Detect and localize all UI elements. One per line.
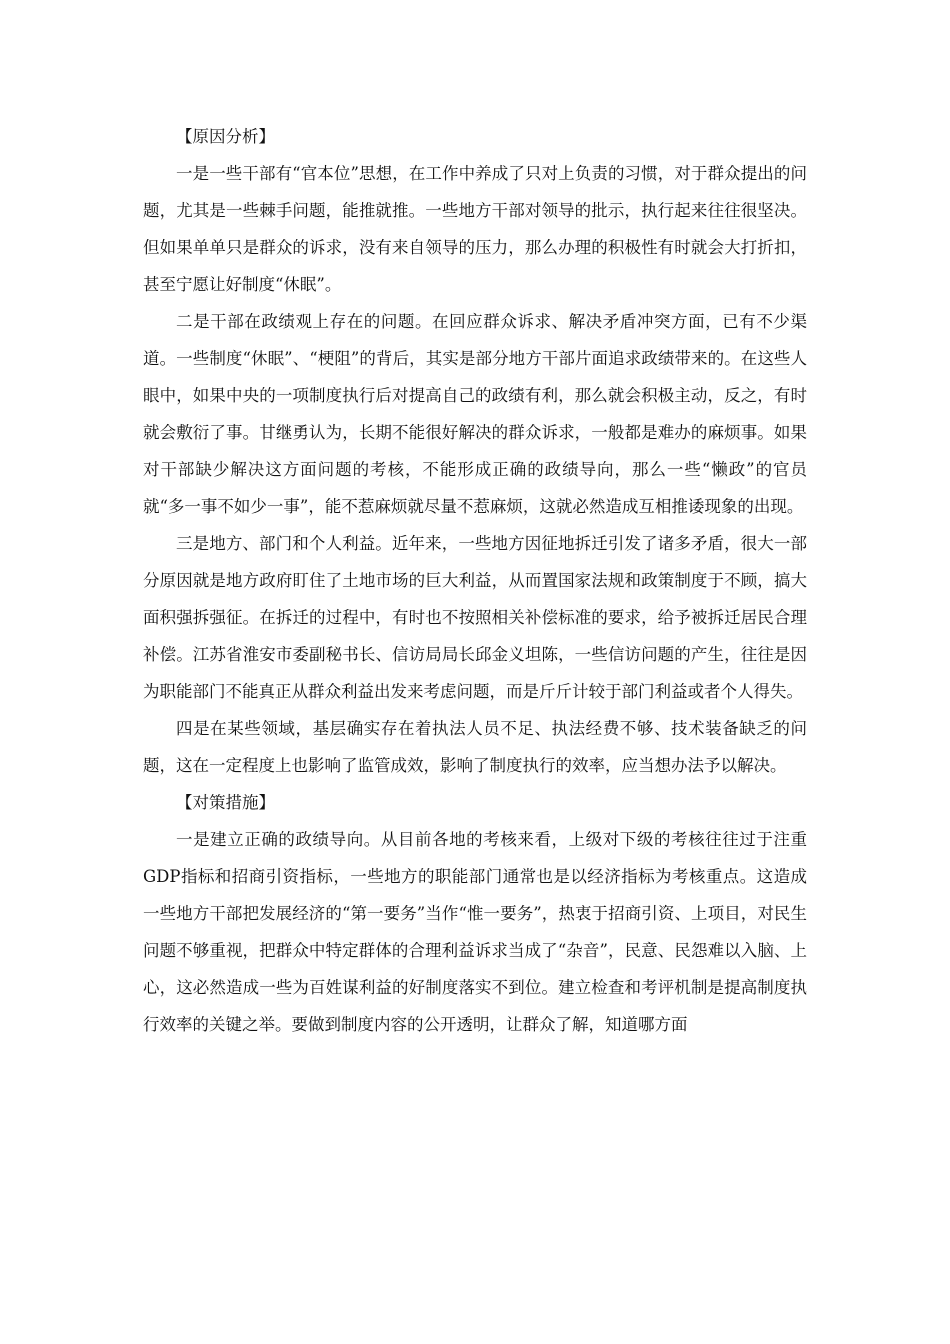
paragraph-cause-1: 一是一些干部有“官本位”思想，在工作中养成了只对上负责的习惯，对于群众提出的问题，尤其是一些棘手问题，能推就推。一些地方干部对领导的批示，执行起来往往很坚决。但如果单单只是群众的诉求，没有来自领导的压力，那么办理的积极性有时就会大打折扣，甚至宁愿让好制度“休眠”。 [143, 164, 807, 294]
paragraph-cause-2: 二是干部在政绩观上存在的问题。在回应群众诉求、解决矛盾冲突方面，已有不少渠道。一些制度“休眠”、“梗阻”的背后，其实是部分地方干部片面追求政绩带来的。在这些人眼中，如果中央的一项制度执行后对提高自己的政绩有利，那么就会积极主动，反之，有时就会敷衍了事。甘继勇认为，长期不能很好解决的群众诉求，一般都是难办的麻烦事。如果对干部缺少解决这方面问题的考核，不能形成正确的政绩导向，那么一些“懒政”的官员就“多一事不如少一事”，能不惹麻烦就尽量不惹麻烦，这就必然造成互相推诿现象的出现。 [143, 312, 807, 516]
paragraph-cause-3: 三是地方、部门和个人利益。近年来，一些地方因征地拆迁引发了诸多矛盾，很大一部分原因就是地方政府盯住了土地市场的巨大利益，从而置国家法规和政策制度于不顾，搞大面积强拆强征。在拆迁的过程中，有时也不按照相关补偿标准的要求，给予被拆迁居民合理补偿。江苏省淮安市委副秘书长、信访局局长邱金义坦陈，一些信访问题的产生，往往是因为职能部门不能真正从群众利益出发来考虑问题，而是斤斤计较于部门利益或者个人得失。 [143, 534, 807, 701]
section-heading-countermeasures: 【对策措施】 [176, 793, 275, 812]
paragraph-cause-4: 四是在某些领域，基层确实存在着执法人员不足、执法经费不够、技术装备缺乏的问题，这在一定程度上也影响了监管成效，影响了制度执行的效率，应当想办法予以解决。 [143, 719, 807, 775]
paragraph-measure-1: 一是建立正确的政绩导向。从目前各地的考核来看，上级对下级的考核往往过于注重GDP指标和招商引资指标，一些地方的职能部门通常也是以经济指标为考核重点。这造成一些地方干部把发展经济的“第一要务”当作“惟一要务”，热衷于招商引资、上项目，对民生问题不够重视，把群众中特定群体的合理利益诉求当成了“杂音”，民意、民怨难以入脑、上心，这必然造成一些为百姓谋利益的好制度落实不到位。建立检查和考评机制是提高制度执行效率的关键之举。要做到制度内容的公开透明，让群众了解，知道哪方面 [143, 830, 807, 1034]
section-heading-cause-analysis: 【原因分析】 [176, 127, 275, 146]
document-body [143, 118, 807, 1043]
